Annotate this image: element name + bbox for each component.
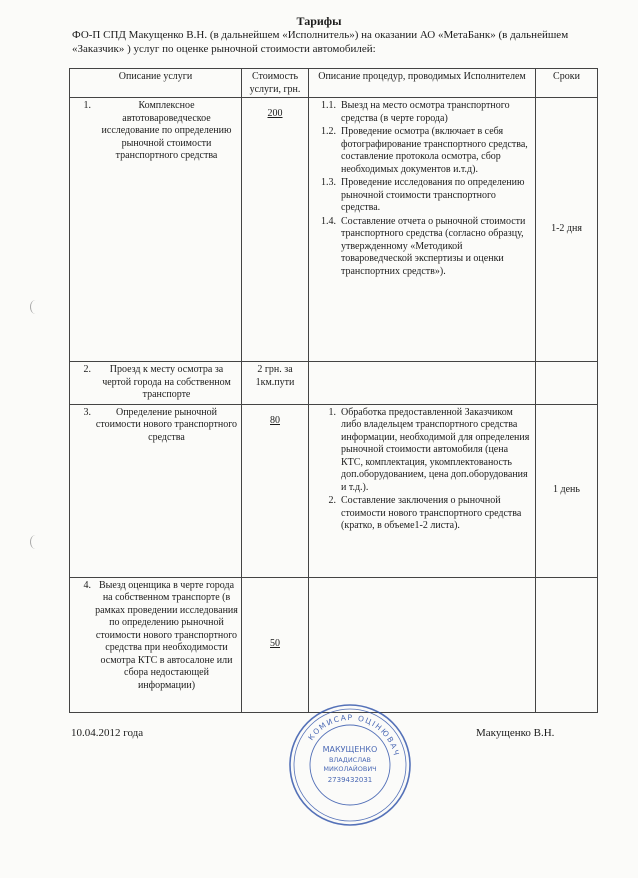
procedure-item xyxy=(312,177,532,215)
header-price: Стоимость услуги, грн. xyxy=(242,69,309,98)
procedure-text: Проведение осмотра (включает в себя фотографирование транспортного средства, составление протокола осмотра, сбор необходимых документов и.т.д). xyxy=(341,126,528,175)
procedure-item xyxy=(312,407,532,495)
table-row xyxy=(70,577,598,712)
procedure-text: Составление отчета о рыночной стоимости транспортного средства (согласно образцу, утвержденному «Методикой товароведческой экспертизы и оценки транспортних средств»). xyxy=(341,215,526,277)
procedure-text: Составление заключения о рыночной стоимости нового транспортного средства (кратко, в объеме1-2 листа). xyxy=(341,495,522,531)
procedure-number: 1.4. xyxy=(321,215,336,227)
header-service: Описание услуги xyxy=(70,69,242,98)
table-row xyxy=(70,98,598,362)
service-description: Проезд к месту осмотра за чертой города на собственном транспорте xyxy=(102,364,231,400)
stamp-line1: МАКУЩЕНКО xyxy=(322,745,378,754)
service-cell xyxy=(70,577,242,712)
term-cell xyxy=(536,362,598,405)
header-term: Сроки xyxy=(536,69,598,98)
header-procedures: Описание процедур, проводимых Исполнителем xyxy=(309,69,536,98)
procedures-cell xyxy=(309,577,536,712)
procedure-item xyxy=(312,216,532,279)
procedures-cell xyxy=(309,362,536,405)
signature-date: 10.04.2012 года xyxy=(71,727,144,739)
procedure-number: 1.1. xyxy=(321,100,336,111)
procedure-text: Выезд на место осмотра транспортного средства (в черте города) xyxy=(341,100,510,124)
stamp-line3: МИКОЛАЙОВИЧ xyxy=(323,765,377,773)
row-number: 2. xyxy=(83,364,91,375)
term-cell: 1-2 дня xyxy=(536,98,598,362)
price-cell: 50 xyxy=(242,577,309,712)
procedure-number: 1.3. xyxy=(321,177,336,188)
term-cell: 1 день xyxy=(536,404,598,577)
price-cell: 200 xyxy=(242,98,309,362)
price-cell: 80 xyxy=(242,404,309,577)
service-cell xyxy=(70,404,242,577)
punch-hole-mark xyxy=(30,535,41,549)
service-description: Выезд оценщика в черте города на собственном транспорте (в рамках проведении исследования по определению рыночной стоимости нового транспортного средства при необходимости осмотра КТС в автосалоне или сбора недостающей информации) xyxy=(95,579,238,691)
row-number: 1. xyxy=(83,100,91,111)
tariffs-table xyxy=(69,68,598,713)
official-stamp xyxy=(285,700,415,830)
procedures-cell xyxy=(309,98,536,362)
procedure-list xyxy=(312,100,532,278)
table-row xyxy=(70,362,598,405)
table-header-row xyxy=(70,69,598,98)
procedure-text: Обработка предоставленной Заказчиком либо владельцем транспортного средства информации, необходимой для определения рыночной стоимости автомобиля (цена КТС, комплектация, укомплектованость доп.оборудованием, цена доп.оборудования и т.д.). xyxy=(341,406,530,493)
document-title: Тарифы xyxy=(296,14,342,28)
service-cell xyxy=(70,98,242,362)
procedure-item xyxy=(312,126,532,176)
procedure-list xyxy=(312,407,532,533)
stamp-ring-text: КОМИСАР ОЦІНЮВАЧ xyxy=(306,712,402,758)
term-cell xyxy=(536,577,598,712)
procedure-item xyxy=(312,100,532,125)
row-number: 3. xyxy=(83,406,91,418)
procedure-item xyxy=(312,495,532,533)
table-row xyxy=(70,404,598,577)
service-description: Комплексное автотовароведческое исследование по определению рыночной стоимости транспортного средства xyxy=(101,100,232,161)
stamp-line2: ВЛАДИСЛАВ xyxy=(328,756,372,764)
service-description: Определение рыночной стоимости нового транспортного средства xyxy=(95,406,238,443)
row-number: 4. xyxy=(83,579,91,591)
intro-paragraph: ФО-П СПД Макущенко В.Н. (в дальнейшем «Исполнитель») на оказании АО «МетаБанк» (в дальнейшем «Заказчик» ) услуг по оценке рыночной стоимости автомобилей: xyxy=(72,29,569,55)
punch-hole-mark xyxy=(30,300,41,314)
procedure-text: Проведение исследования по определению рыночной стоимости транспортного средства. xyxy=(341,177,525,213)
procedures-cell xyxy=(309,404,536,577)
service-cell xyxy=(70,362,242,405)
stamp-code: 2739432031 xyxy=(327,776,373,784)
procedure-number: 1.2. xyxy=(321,126,336,137)
procedure-number: 2. xyxy=(328,495,336,506)
price-cell: 2 грн. за 1км.пути xyxy=(242,362,309,405)
signatory-name: Макущенко В.Н. xyxy=(476,727,555,739)
procedure-number: 1. xyxy=(328,406,336,418)
